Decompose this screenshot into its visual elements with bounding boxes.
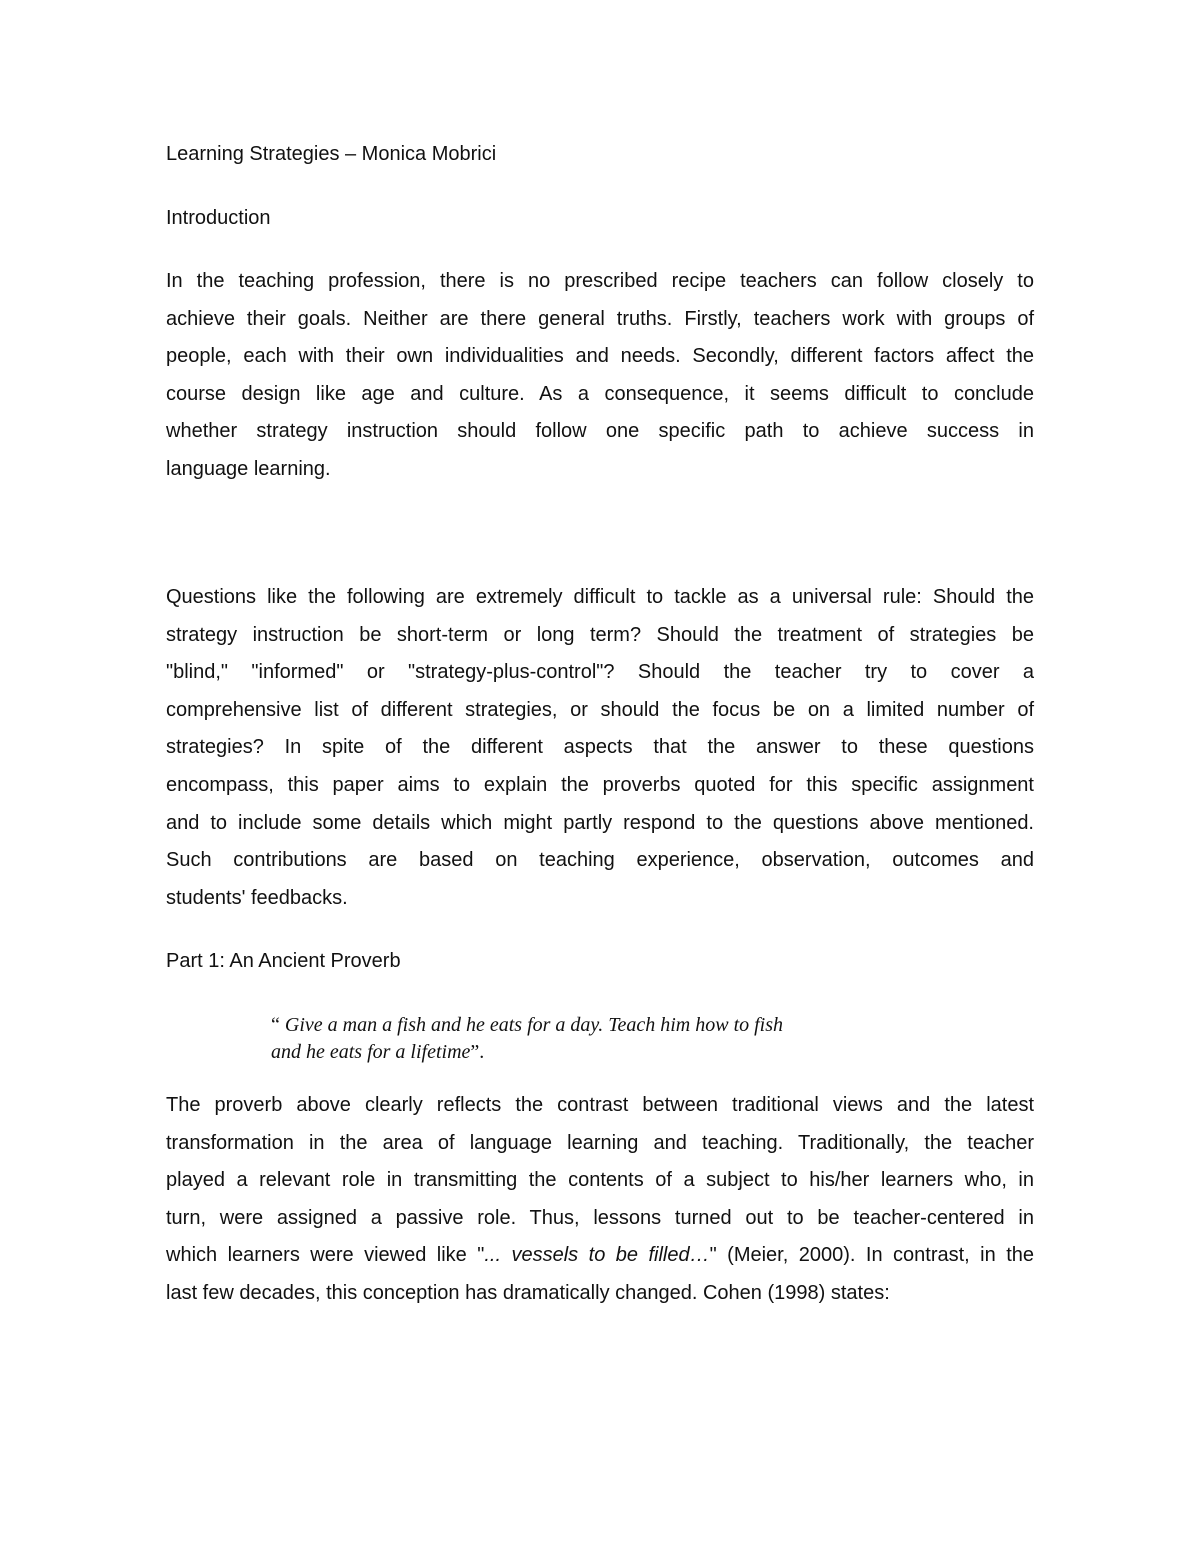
paragraph-line: strategies? In spite of the different aspects that the answer to these questions bbox=[166, 736, 1034, 759]
quote-close-mark: ”. bbox=[470, 1041, 485, 1063]
paragraph-line bbox=[166, 1237, 1034, 1275]
quote-text-1: Give a man a fish and he eats for a day. Teach him how to fish bbox=[284, 1014, 784, 1036]
paragraph-line: students' feedbacks. bbox=[166, 886, 348, 909]
part1-heading: Part 1: An Ancient Proverb bbox=[166, 950, 401, 972]
quote-line-2 bbox=[271, 1039, 911, 1066]
quote-line-1 bbox=[271, 1012, 911, 1039]
paragraph-questions bbox=[166, 579, 1034, 917]
paragraph-proverb-analysis bbox=[166, 1087, 1034, 1313]
paragraph-line: transformation in the area of language learning and teaching. Traditionally, the teacher bbox=[166, 1131, 1034, 1154]
paragraph-line: whether strategy instruction should follow one specific path to achieve success in bbox=[166, 420, 1034, 443]
paragraph-line: people, each with their own individualities and needs. Secondly, different factors affect the bbox=[166, 345, 1034, 368]
text-after-citation: " (Meier, 2000). In contrast, in the bbox=[709, 1244, 1034, 1267]
paragraph-line: played a relevant role in transmitting the contents of a subject to his/her learners who, in bbox=[166, 1169, 1034, 1192]
paragraph-line: comprehensive list of different strategies, or should the focus be on a limited number of bbox=[166, 698, 1034, 721]
paragraph-line: last few decades, this conception has dramatically changed. Cohen (1998) states: bbox=[166, 1281, 890, 1304]
paragraph-line: Such contributions are based on teaching experience, observation, outcomes and bbox=[166, 849, 1034, 872]
paragraph-line: course design like age and culture. As a consequence, it seems difficult to conclude bbox=[166, 382, 1034, 405]
paragraph-line: turn, were assigned a passive role. Thus, lessons turned out to be teacher-centered in bbox=[166, 1206, 1034, 1229]
paragraph-line: and to include some details which might partly respond to the questions above mentioned. bbox=[166, 811, 1034, 834]
quote-open-mark: “ bbox=[271, 1014, 280, 1036]
paragraph-line: In the teaching profession, there is no prescribed recipe teachers can follow closely to bbox=[166, 270, 1034, 292]
paragraph-line: The proverb above clearly reflects the contrast between traditional views and the latest bbox=[166, 1094, 1034, 1116]
text-before-citation: which learners were viewed like " bbox=[166, 1244, 485, 1267]
paragraph-line: Questions like the following are extremely difficult to tackle as a universal rule: Should the bbox=[166, 586, 1034, 608]
paragraph-line: "blind," "informed" or "strategy-plus-control"? Should the teacher try to cover a bbox=[166, 661, 1034, 684]
proverb-quote bbox=[271, 1012, 911, 1066]
paragraph-line: achieve their goals. Neither are there general truths. Firstly, teachers work with groups of bbox=[166, 307, 1034, 330]
paragraph-introduction bbox=[166, 263, 1034, 489]
paragraph-line: encompass, this paper aims to explain the proverbs quoted for this specific assignment bbox=[166, 773, 1034, 796]
quote-text-2: and he eats for a lifetime bbox=[271, 1041, 471, 1063]
paragraph-line: language learning. bbox=[166, 457, 331, 480]
paragraph-line: strategy instruction be short-term or long term? Should the treatment of strategies be bbox=[166, 623, 1034, 646]
italic-citation: ... vessels to be filled… bbox=[484, 1244, 710, 1267]
intro-heading: Introduction bbox=[166, 207, 271, 229]
document-title: Learning Strategies – Monica Mobrici bbox=[166, 143, 497, 165]
